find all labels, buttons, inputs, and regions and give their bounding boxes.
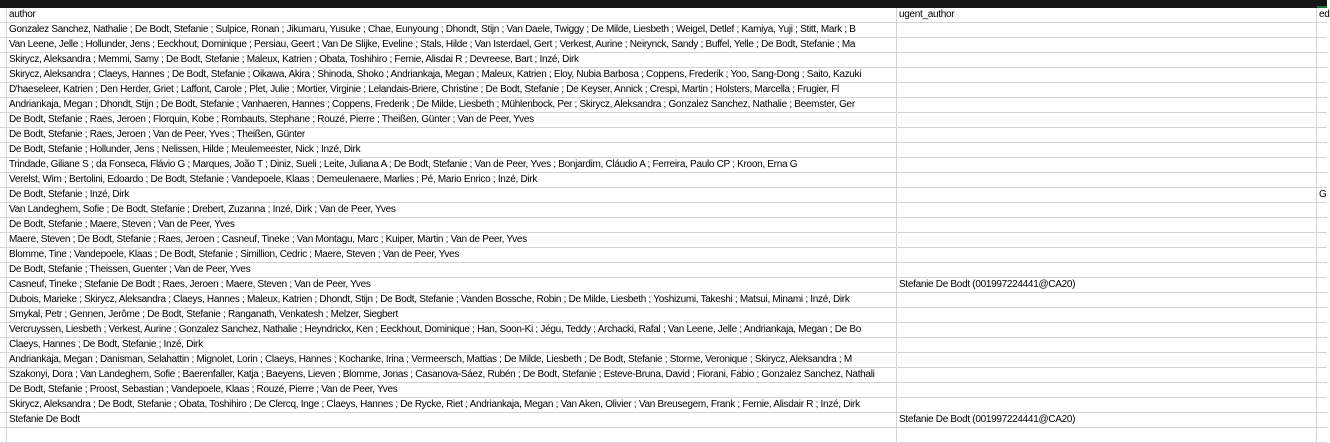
next-column-cell[interactable] <box>1317 173 1327 187</box>
table-row <box>0 188 1327 203</box>
ugent-author-cell[interactable]: Stefanie De Bodt (001997224441@CA20) <box>897 413 1317 427</box>
table-row <box>0 293 1327 308</box>
author-cell[interactable]: De Bodt, Stefanie ; Raes, Jeroen ; Van de Peer, Yves ; Theißen, Günter <box>7 128 897 142</box>
next-column-cell[interactable] <box>1317 98 1327 112</box>
author-cell[interactable]: Andriankaja, Megan ; Dhondt, Stijn ; De Bodt, Stefanie ; Vanhaeren, Hannes ; Coppens, Frederik ; De Milde, Liesbeth ; Mühlenbock, Per ; Skirycz, Aleksandra ; Gonzalez Sanchez, Nathalie ; Beemster, Ger <box>7 98 897 112</box>
next-column-cell[interactable] <box>1317 293 1327 307</box>
ugent-author-cell[interactable] <box>897 98 1317 112</box>
row-header-cell[interactable] <box>0 68 7 82</box>
next-column-cell[interactable] <box>1317 368 1327 382</box>
row-header-cell[interactable] <box>0 188 7 202</box>
row-header-cell[interactable] <box>0 173 7 187</box>
table-row <box>0 68 1327 83</box>
ugent-author-cell[interactable]: Stefanie De Bodt (001997224441@CA20) <box>897 278 1317 292</box>
author-cell[interactable]: Maere, Steven ; De Bodt, Stefanie ; Raes, Jeroen ; Casneuf, Tineke ; Van Montagu, Marc ; Kuiper, Martin ; Van de Peer, Yves <box>7 233 897 247</box>
author-cell[interactable]: Claeys, Hannes ; De Bodt, Stefanie ; Inzé, Dirk <box>7 338 897 352</box>
ugent-author-cell[interactable] <box>897 113 1317 127</box>
author-cell[interactable]: Vercruyssen, Liesbeth ; Verkest, Aurine ; Gonzalez Sanchez, Nathalie ; Heyndrickx, Ken ; Eeckhout, Dominique ; Han, Soon-Ki ; Jégu, Teddy ; Archacki, Rafal ; Van Leene, Jelle ; Andriankaja, Megan ; De Bo <box>7 323 897 337</box>
next-column-cell[interactable] <box>1317 113 1327 127</box>
table-row <box>0 323 1327 338</box>
table-row <box>0 128 1327 143</box>
author-cell[interactable]: Dubois, Marieke ; Skirycz, Aleksandra ; Claeys, Hannes ; Maleux, Katrien ; Dhondt, Stijn ; De Bodt, Stefanie ; Vanden Bossche, Robin ; De Milde, Liesbeth ; Yoshizumi, Takeshi ; Matsui, Minami ; Inzé, Dirk <box>7 293 897 307</box>
row-header-cell[interactable] <box>0 368 7 382</box>
author-cell[interactable]: Stefanie De Bodt <box>7 413 897 427</box>
next-column-cell[interactable] <box>1317 323 1327 337</box>
ugent-author-cell[interactable] <box>897 158 1317 172</box>
table-row <box>0 413 1327 428</box>
next-column-cell[interactable] <box>1317 68 1327 82</box>
empty-cell[interactable] <box>1317 428 1327 442</box>
ugent-author-cell[interactable] <box>897 203 1317 217</box>
next-column-cell[interactable] <box>1317 278 1327 292</box>
author-cell[interactable]: Blomme, Tine ; Vandepoele, Klaas ; De Bodt, Stefanie ; Simillion, Cedric ; Maere, Steven ; Van de Peer, Yves <box>7 248 897 262</box>
ugent-author-cell[interactable] <box>897 383 1317 397</box>
table-row <box>0 248 1327 263</box>
row-header-cell[interactable] <box>0 203 7 217</box>
next-column-cell[interactable] <box>1317 128 1327 142</box>
next-column-cell[interactable] <box>1317 53 1327 67</box>
row-header-cell[interactable] <box>0 323 7 337</box>
table-row <box>0 233 1327 248</box>
row-header-cell[interactable] <box>0 383 7 397</box>
ugent-author-cell[interactable] <box>897 248 1317 262</box>
row-header-cell[interactable] <box>0 233 7 247</box>
author-cell[interactable]: Trindade, Giliane S ; da Fonseca, Flávio G ; Marques, João T ; Diniz, Sueli ; Leite, Juliana A ; De Bodt, Stefanie ; Van de Peer, Yves ; Bonjardim, Cláudio A ; Ferreira, Paulo CP ; Kroon, Erna G <box>7 158 897 172</box>
author-cell[interactable]: De Bodt, Stefanie ; Theissen, Guenter ; Van de Peer, Yves <box>7 263 897 277</box>
author-cell[interactable]: Skirycz, Aleksandra ; De Bodt, Stefanie ; Obata, Toshihiro ; De Clercq, Inge ; Claeys, Hannes ; De Rycke, Riet ; Andriankaja, Megan ; Van Aken, Olivier ; Van Breusegem, Frank ; Fernie, Alisdair R ; Inzé, Dirk <box>7 398 897 412</box>
ugent-author-cell[interactable] <box>897 38 1317 52</box>
table-row <box>0 278 1327 293</box>
row-header-cell[interactable] <box>0 38 7 52</box>
author-cell[interactable]: Smykal, Petr ; Gennen, Jerôme ; De Bodt, Stefanie ; Ranganath, Venkatesh ; Melzer, Siegbert <box>7 308 897 322</box>
row-header-cell[interactable] <box>0 293 7 307</box>
row-header-cell[interactable] <box>0 53 7 67</box>
author-cell[interactable]: D'haeseleer, Katrien ; Den Herder, Griet ; Laffont, Carole ; Plet, Julie ; Mortier, Virginie ; Lelandais-Briere, Christine ; De Bodt, Stefanie ; De Keyser, Annick ; Crespi, Martin ; Holsters, Marcella ; Frugier, Fl <box>7 83 897 97</box>
toolbar-bar <box>0 0 1327 8</box>
ugent-author-cell[interactable] <box>897 218 1317 232</box>
row-header-cell[interactable] <box>0 308 7 322</box>
ugent-author-cell[interactable] <box>897 128 1317 142</box>
row-header-cell[interactable] <box>0 8 7 22</box>
row-header-cell[interactable] <box>0 23 7 37</box>
header-ugent-author[interactable]: ugent_author <box>897 8 1317 22</box>
row-header-cell[interactable] <box>0 113 7 127</box>
next-column-cell[interactable] <box>1317 158 1327 172</box>
ugent-author-cell[interactable] <box>897 53 1317 67</box>
table-row <box>0 158 1327 173</box>
ugent-author-cell[interactable] <box>897 233 1317 247</box>
table-row <box>0 23 1327 38</box>
author-cell[interactable]: Van Leene, Jelle ; Hollunder, Jens ; Eeckhout, Dominique ; Persiau, Geert ; Van De Slijke, Eveline ; Stals, Hilde ; Van Isterdael, Gert ; Verkest, Aurine ; Neirynck, Sandy ; Buffel, Yelle ; De Bodt, Stefanie ; Ma <box>7 38 897 52</box>
table-row <box>0 398 1327 413</box>
row-header-cell[interactable] <box>0 278 7 292</box>
row-header-cell[interactable] <box>0 413 7 427</box>
ugent-author-cell[interactable] <box>897 293 1317 307</box>
ugent-author-cell[interactable] <box>897 188 1317 202</box>
table-row <box>0 98 1327 113</box>
ugent-author-cell[interactable] <box>897 368 1317 382</box>
ugent-author-cell[interactable] <box>897 308 1317 322</box>
table-row <box>0 353 1327 368</box>
next-column-cell[interactable] <box>1317 248 1327 262</box>
table-row <box>0 173 1327 188</box>
author-cell[interactable]: De Bodt, Stefanie ; Inzé, Dirk <box>7 188 897 202</box>
row-header-cell[interactable] <box>0 248 7 262</box>
table-row <box>0 83 1327 98</box>
ugent-author-cell[interactable] <box>897 263 1317 277</box>
ugent-author-cell[interactable] <box>897 83 1317 97</box>
next-column-cell[interactable] <box>1317 83 1327 97</box>
author-cell[interactable]: Gonzalez Sanchez, Nathalie ; De Bodt, Stefanie ; Sulpice, Ronan ; Jikumaru, Yusuke ; Chae, Eunyoung ; Dhondt, Stijn ; Van Daele, Twiggy ; De Milde, Liesbeth ; Weigel, Detlef ; Kamiya, Yuji ; Stitt, Mark ; B <box>7 23 897 37</box>
next-column-cell[interactable] <box>1317 338 1327 352</box>
spreadsheet-grid <box>0 8 1330 443</box>
empty-row <box>0 428 1327 443</box>
row-header-cell[interactable] <box>0 98 7 112</box>
author-cell[interactable]: De Bodt, Stefanie ; Proost, Sebastian ; Vandepoele, Klaas ; Rouzé, Pierre ; Van de Peer, Yves <box>7 383 897 397</box>
author-cell[interactable]: Skirycz, Aleksandra ; Memmi, Samy ; De Bodt, Stefanie ; Maleux, Katrien ; Obata, Toshihiro ; Fernie, Alisdai R ; Devreese, Bart ; Inzé, Dirk <box>7 53 897 67</box>
next-column-cell[interactable] <box>1317 23 1327 37</box>
author-cell[interactable]: Szakonyi, Dora ; Van Landeghem, Sofie ; Baerenfaller, Katja ; Baeyens, Lieven ; Blomme, Jonas ; Casanova-Sáez, Rubén ; De Bodt, Stefanie ; Esteve-Bruna, David ; Fiorani, Fabio ; Gonzalez Sanchez, Nathali <box>7 368 897 382</box>
ugent-author-cell[interactable] <box>897 338 1317 352</box>
next-column-cell[interactable] <box>1317 308 1327 322</box>
next-column-cell[interactable] <box>1317 203 1327 217</box>
table-row <box>0 383 1327 398</box>
row-header-cell[interactable] <box>0 143 7 157</box>
row-header-cell[interactable] <box>0 83 7 97</box>
header-author[interactable]: author <box>7 8 897 22</box>
row-header-cell[interactable] <box>0 428 7 442</box>
empty-cell[interactable] <box>7 428 897 442</box>
table-row <box>0 338 1327 353</box>
author-cell[interactable]: Verelst, Wim ; Bertolini, Edoardo ; De Bodt, Stefanie ; Vandepoele, Klaas ; Demeulenaere, Marlies ; Pé, Mario Enrico ; Inzé, Dirk <box>7 173 897 187</box>
next-column-cell[interactable] <box>1317 218 1327 232</box>
table-row <box>0 143 1327 158</box>
next-column-cell[interactable] <box>1317 413 1327 427</box>
author-cell[interactable]: De Bodt, Stefanie ; Maere, Steven ; Van de Peer, Yves <box>7 218 897 232</box>
author-cell[interactable]: De Bodt, Stefanie ; Raes, Jeroen ; Florquin, Kobe ; Rombauts, Stephane ; Rouzé, Pierre ; Theißen, Günter ; Van de Peer, Yves <box>7 113 897 127</box>
author-cell[interactable]: Andriankaja, Megan ; Danisman, Selahattin ; Mignolet, Lorin ; Claeys, Hannes ; Kochanke, Irina ; Vermeersch, Mattias ; De Milde, Liesbeth ; De Bodt, Stefanie ; Storme, Veronique ; Skirycz, Aleksandra ; M <box>7 353 897 367</box>
next-column-cell[interactable] <box>1317 353 1327 367</box>
row-header-cell[interactable] <box>0 263 7 277</box>
row-header-cell[interactable] <box>0 353 7 367</box>
ugent-author-cell[interactable] <box>897 143 1317 157</box>
table-row <box>0 113 1327 128</box>
ugent-author-cell[interactable] <box>897 173 1317 187</box>
next-column-cell[interactable] <box>1317 263 1327 277</box>
author-cell[interactable]: Casneuf, Tineke ; Stefanie De Bodt ; Raes, Jeroen ; Maere, Steven ; Van de Peer, Yves <box>7 278 897 292</box>
ugent-author-cell[interactable] <box>897 398 1317 412</box>
table-row <box>0 263 1327 278</box>
next-column-cell[interactable] <box>1317 383 1327 397</box>
empty-cell[interactable] <box>897 428 1317 442</box>
table-row <box>0 38 1327 53</box>
ugent-author-cell[interactable] <box>897 353 1317 367</box>
row-header-cell[interactable] <box>0 338 7 352</box>
ugent-author-cell[interactable] <box>897 68 1317 82</box>
next-column-cell[interactable] <box>1317 38 1327 52</box>
row-header-cell[interactable] <box>0 218 7 232</box>
table-row <box>0 308 1327 323</box>
next-column-cell[interactable] <box>1317 143 1327 157</box>
author-cell[interactable]: Van Landeghem, Sofie ; De Bodt, Stefanie ; Drebert, Zuzanna ; Inzé, Dirk ; Van de Peer, Yves <box>7 203 897 217</box>
next-column-cell[interactable] <box>1317 233 1327 247</box>
author-cell[interactable]: Skirycz, Aleksandra ; Claeys, Hannes ; De Bodt, Stefanie ; Oikawa, Akira ; Shinoda, Shoko ; Andriankaja, Megan ; Maleux, Katrien ; Eloy, Nubia Barbosa ; Coppens, Frederik ; Yoo, Sang-Dong ; Saito, Kazuki <box>7 68 897 82</box>
row-header-cell[interactable] <box>0 158 7 172</box>
table-row <box>0 203 1327 218</box>
ugent-author-cell[interactable] <box>897 323 1317 337</box>
header-next-column[interactable]: ed <box>1319 9 1330 20</box>
next-column-cell[interactable] <box>1317 398 1327 412</box>
next-column-cell[interactable]: G <box>1319 189 1327 200</box>
ugent-author-cell[interactable] <box>897 23 1317 37</box>
table-row <box>0 368 1327 383</box>
row-header-cell[interactable] <box>0 398 7 412</box>
header-row <box>0 8 1330 23</box>
table-row <box>0 53 1327 68</box>
table-row <box>0 218 1327 233</box>
row-header-cell[interactable] <box>0 128 7 142</box>
author-cell[interactable]: De Bodt, Stefanie ; Hollunder, Jens ; Nelissen, Hilde ; Meulemeester, Nick ; Inzé, Dirk <box>7 143 897 157</box>
